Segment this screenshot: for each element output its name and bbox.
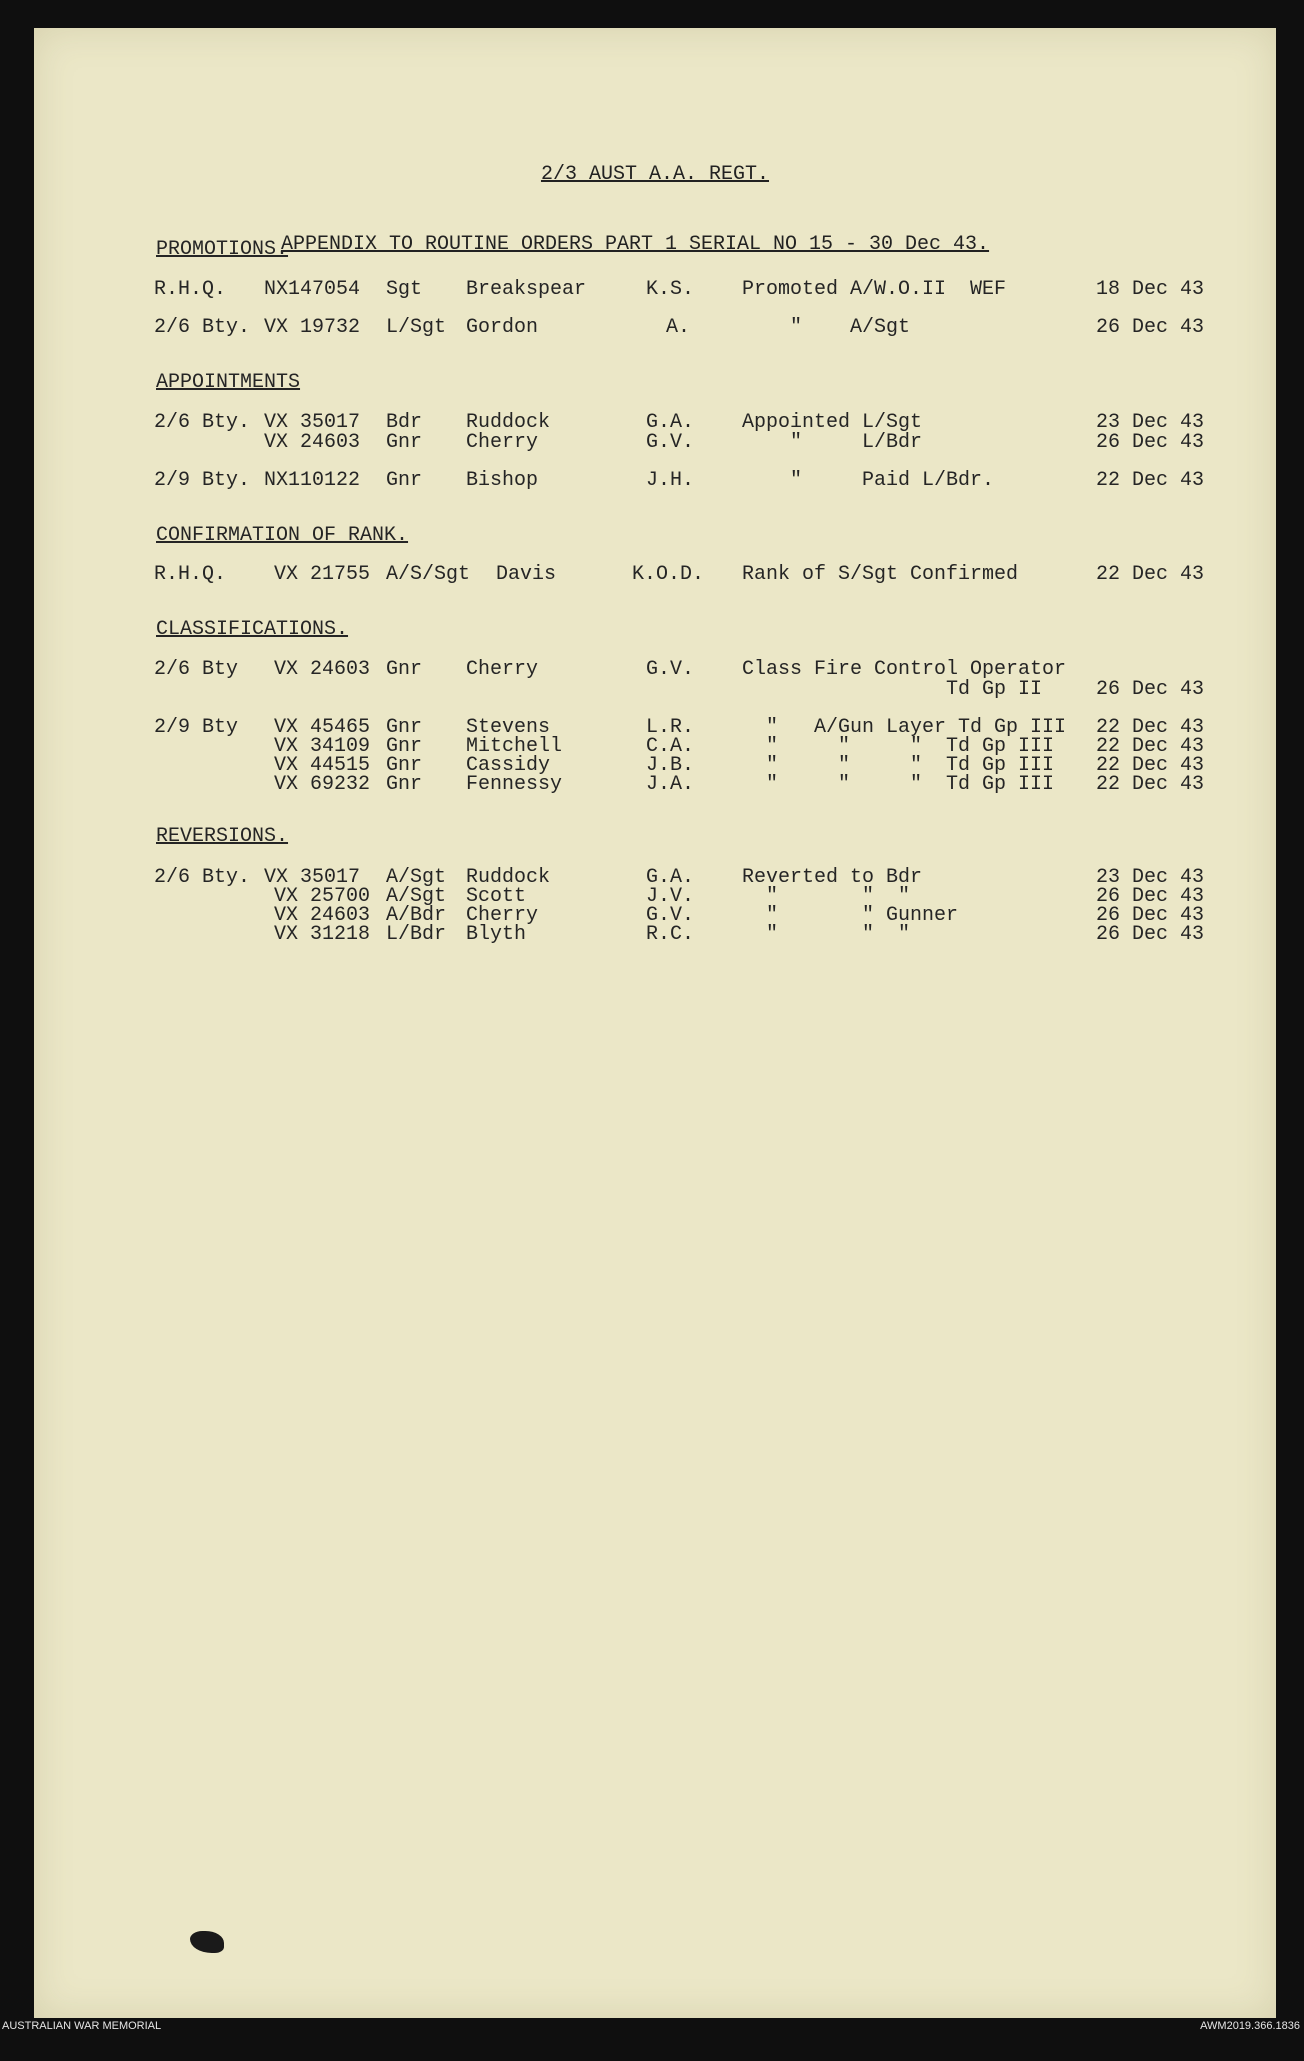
table-row: [34, 773, 1276, 797]
footer-accession-number: AWM2019.366.1836: [1200, 2020, 1300, 2032]
service-number-cell: VX 34109: [274, 735, 371, 758]
date-cell: 26 Dec 43: [1096, 923, 1205, 946]
initials-cell: K.O.D.: [632, 563, 705, 586]
detail-cell: Promoted A/W.O.II WEF: [742, 278, 1007, 301]
service-number-cell: VX 45465: [274, 716, 371, 739]
date-cell: 22 Dec 43: [1096, 563, 1205, 586]
initials-cell: G.A.: [646, 411, 695, 434]
rank-cell: Gnr: [386, 754, 423, 777]
date-cell: 22 Dec 43: [1096, 469, 1205, 492]
section-title-appointments: APPOINTMENTS: [156, 371, 301, 394]
detail-cell: " A/Gun Layer Td Gp III: [742, 716, 1067, 739]
date-cell: 23 Dec 43: [1096, 866, 1205, 889]
unit-cell: 2/6 Bty.: [154, 866, 251, 889]
initials-cell: R.C.: [646, 923, 695, 946]
date-cell: 26 Dec 43: [1096, 316, 1205, 339]
name-cell: Ruddock: [466, 411, 551, 434]
service-number-cell: VX 19732: [264, 316, 361, 339]
name-cell: Gordon: [466, 316, 539, 339]
service-number-cell: VX 24603: [274, 658, 371, 681]
unit-cell: 2/6 Bty.: [154, 411, 251, 434]
name-cell: Mitchell: [466, 735, 563, 758]
rank-cell: Gnr: [386, 469, 423, 492]
name-cell: Ruddock: [466, 866, 551, 889]
date-cell: 22 Dec 43: [1096, 754, 1205, 777]
rank-cell: Gnr: [386, 773, 423, 796]
detail-cell: " " Gunner: [742, 904, 959, 927]
initials-cell: J.H.: [646, 469, 695, 492]
detail-cell: Rank of S/Sgt Confirmed: [742, 563, 1019, 586]
name-cell: Scott: [466, 885, 527, 908]
rank-cell: L/Bdr: [386, 923, 447, 946]
initials-cell: J.V.: [646, 885, 695, 908]
initials-cell: C.A.: [646, 735, 695, 758]
table-row: [34, 923, 1276, 947]
name-cell: Cherry: [466, 431, 539, 454]
rank-cell: A/Bdr: [386, 904, 447, 927]
date-cell: 23 Dec 43: [1096, 411, 1205, 434]
unit-cell: R.H.Q.: [154, 563, 227, 586]
service-number-cell: VX 35017: [264, 866, 361, 889]
name-cell: Cherry: [466, 658, 539, 681]
unit-cell: 2/6 Bty: [154, 658, 239, 681]
rank-cell: Gnr: [386, 735, 423, 758]
initials-cell: G.V.: [646, 904, 695, 927]
date-cell: 26 Dec 43: [1096, 431, 1205, 454]
unit-cell: 2/6 Bty.: [154, 316, 251, 339]
section-title-reversions: REVERSIONS.: [156, 825, 289, 848]
detail-cell: Td Gp II: [742, 678, 1043, 701]
detail-cell: " Paid L/Bdr.: [742, 469, 995, 492]
table-row: [34, 431, 1276, 455]
name-cell: Fennessy: [466, 773, 563, 796]
unit-cell: R.H.Q.: [154, 278, 227, 301]
initials-cell: L.R.: [646, 716, 695, 739]
detail-cell: " " ": [742, 885, 911, 908]
service-number-cell: NX147054: [264, 278, 361, 301]
date-cell: 22 Dec 43: [1096, 735, 1205, 758]
detail-cell: " " " Td Gp III: [742, 773, 1055, 796]
detail-cell: Reverted to Bdr: [742, 866, 923, 889]
table-row: [34, 316, 1276, 340]
initials-cell: A.: [666, 316, 691, 339]
initials-cell: G.V.: [646, 431, 695, 454]
service-number-cell: VX 44515: [274, 754, 371, 777]
initials-cell: J.A.: [646, 773, 695, 796]
document-page: [34, 28, 1276, 2018]
initials-cell: G.A.: [646, 866, 695, 889]
rank-cell: A/S/Sgt: [386, 563, 471, 586]
rank-cell: Gnr: [386, 658, 423, 681]
unit-cell: 2/9 Bty: [154, 716, 239, 739]
service-number-cell: VX 35017: [264, 411, 361, 434]
service-number-cell: VX 24603: [264, 431, 361, 454]
detail-cell: " " ": [742, 923, 911, 946]
table-row: [34, 678, 1276, 702]
name-cell: Cherry: [466, 904, 539, 927]
initials-cell: J.B.: [646, 754, 695, 777]
rank-cell: Sgt: [386, 278, 423, 301]
detail-cell: " " " Td Gp III: [742, 735, 1055, 758]
name-cell: Cassidy: [466, 754, 551, 777]
service-number-cell: VX 69232: [274, 773, 371, 796]
initials-cell: G.V.: [646, 658, 695, 681]
unit-cell: 2/9 Bty.: [154, 469, 251, 492]
date-cell: 18 Dec 43: [1096, 278, 1205, 301]
rank-cell: A/Sgt: [386, 866, 447, 889]
rank-cell: Gnr: [386, 431, 423, 454]
footer-collection-label: AUSTRALIAN WAR MEMORIAL: [2, 2020, 162, 2032]
service-number-cell: VX 21755: [274, 563, 371, 586]
date-cell: 26 Dec 43: [1096, 904, 1205, 927]
name-cell: Bishop: [466, 469, 539, 492]
detail-cell: Class Fire Control Operator: [742, 658, 1067, 681]
section-title-promotions: PROMOTIONS.: [156, 238, 289, 261]
name-cell: Blyth: [466, 923, 527, 946]
name-cell: Davis: [496, 563, 557, 586]
table-row: [34, 469, 1276, 493]
table-row: [34, 278, 1276, 302]
appendix-heading: APPENDIX TO ROUTINE ORDERS PART 1 SERIAL NO 15 - 30 Dec 43.: [280, 233, 990, 256]
detail-cell: " A/Sgt: [742, 316, 911, 339]
section-title-classifications: CLASSIFICATIONS.: [156, 618, 349, 641]
name-cell: Stevens: [466, 716, 551, 739]
initials-cell: K.S.: [646, 278, 695, 301]
service-number-cell: VX 25700: [274, 885, 371, 908]
service-number-cell: NX110122: [264, 469, 361, 492]
regiment-heading: 2/3 AUST A.A. REGT.: [540, 163, 770, 186]
table-row: [34, 563, 1276, 587]
date-cell: 26 Dec 43: [1096, 678, 1205, 701]
rank-cell: L/Sgt: [386, 316, 447, 339]
rank-cell: Gnr: [386, 716, 423, 739]
section-title-confirmation: CONFIRMATION OF RANK.: [156, 524, 409, 547]
service-number-cell: VX 24603: [274, 904, 371, 927]
service-number-cell: VX 31218: [274, 923, 371, 946]
rank-cell: A/Sgt: [386, 885, 447, 908]
rank-cell: Bdr: [386, 411, 423, 434]
date-cell: 26 Dec 43: [1096, 885, 1205, 908]
ink-stain: [190, 1931, 224, 1953]
detail-cell: Appointed L/Sgt: [742, 411, 923, 434]
name-cell: Breakspear: [466, 278, 587, 301]
date-cell: 22 Dec 43: [1096, 773, 1205, 796]
date-cell: 22 Dec 43: [1096, 716, 1205, 739]
detail-cell: " L/Bdr: [742, 431, 923, 454]
detail-cell: " " " Td Gp III: [742, 754, 1055, 777]
